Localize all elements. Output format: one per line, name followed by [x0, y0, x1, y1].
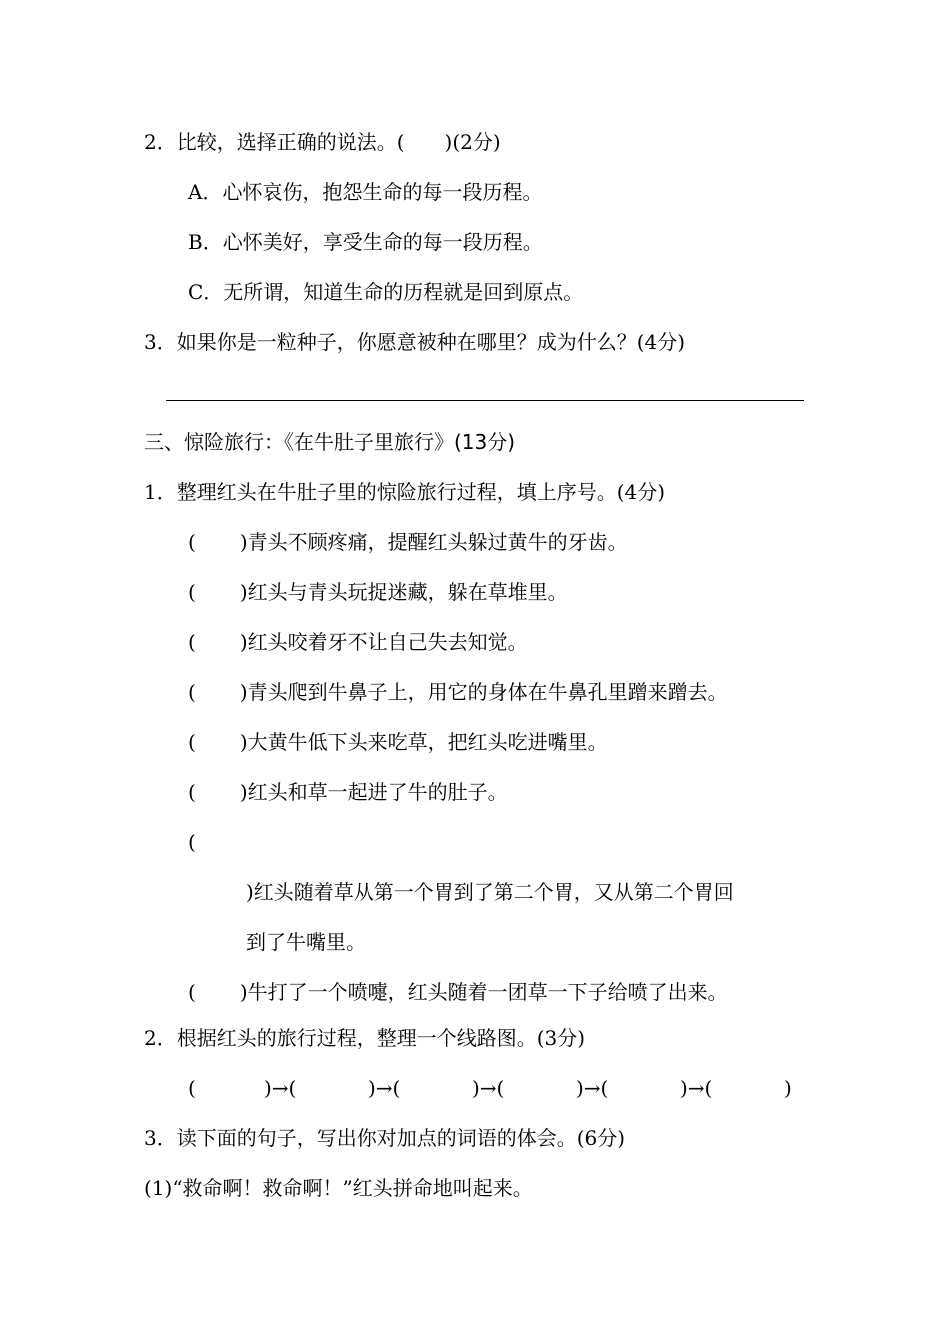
- s3-question-2: [144, 1026, 585, 1050]
- route-diagram: [188, 1076, 792, 1100]
- list-item: ( )牛打了一个喷嚏，红头随着一团草一下子给喷了出来。: [188, 980, 728, 1004]
- option-c: C．无所谓，知道生命的历程就是回到原点。: [188, 280, 584, 304]
- question-number: 3．: [144, 330, 177, 354]
- question-text: 比较，选择正确的说法。( )(2分): [176, 130, 501, 154]
- route-segment[interactable]: )→(: [472, 1076, 505, 1100]
- option-b: B．心怀美好，享受生命的每一段历程。: [188, 230, 543, 254]
- list-item: ( )红头咬着牙不让自己失去知觉。: [188, 630, 528, 654]
- question-text: 如果你是一粒种子，你愿意被种在哪里？成为什么？(4分): [176, 330, 686, 354]
- list-item: ( )青头爬到牛鼻子上，用它的身体在牛鼻孔里蹭来蹭去。: [188, 680, 728, 704]
- answer-line[interactable]: [166, 400, 804, 401]
- list-item: ( )红头和草一起进了牛的肚子。: [188, 780, 508, 804]
- list-item: ( )青头不顾疼痛，提醒红头躲过黄牛的牙齿。: [188, 530, 628, 554]
- route-segment[interactable]: ): [784, 1076, 792, 1100]
- s3-question-1: [144, 480, 665, 504]
- question-number: 3．: [144, 1126, 177, 1150]
- list-item-text-cont: 到了牛嘴里。: [246, 930, 366, 954]
- question-text: 读下面的句子，写出你对加点的词语的体会。(6分): [176, 1126, 626, 1150]
- option-a: A．心怀哀伤，抱怨生命的每一段历程。: [188, 180, 543, 204]
- question-text: 根据红头的旅行过程，整理一个线路图。(3分): [176, 1026, 586, 1050]
- question-number: 2．: [144, 130, 177, 154]
- list-item: ( )大黄牛低下头来吃草，把红头吃进嘴里。: [188, 730, 608, 754]
- s3-question-3: [144, 1126, 625, 1150]
- route-segment[interactable]: )→(: [264, 1076, 297, 1100]
- list-item: ( )红头与青头玩捉迷藏，躲在草堆里。: [188, 580, 568, 604]
- question-2: [144, 130, 501, 154]
- sub-question-1: (1)“救命啊！救命啊！”红头拼命地叫起来。: [144, 1176, 533, 1200]
- question-3: [144, 330, 685, 354]
- list-item-open-paren[interactable]: (: [188, 830, 196, 854]
- question-text: 整理红头在牛肚子里的惊险旅行过程，填上序号。(4分): [176, 480, 666, 504]
- section-title: 三、惊险旅行：《在牛肚子里旅行》(13分): [144, 430, 516, 454]
- route-segment[interactable]: (: [188, 1076, 196, 1100]
- list-item-text: )红头随着草从第一个胃到了第二个胃，又从第二个胃回: [246, 880, 734, 904]
- route-segment[interactable]: )→(: [368, 1076, 401, 1100]
- route-segment[interactable]: )→(: [680, 1076, 713, 1100]
- question-number: 2．: [144, 1026, 177, 1050]
- route-segment[interactable]: )→(: [576, 1076, 609, 1100]
- question-number: 1．: [144, 480, 177, 504]
